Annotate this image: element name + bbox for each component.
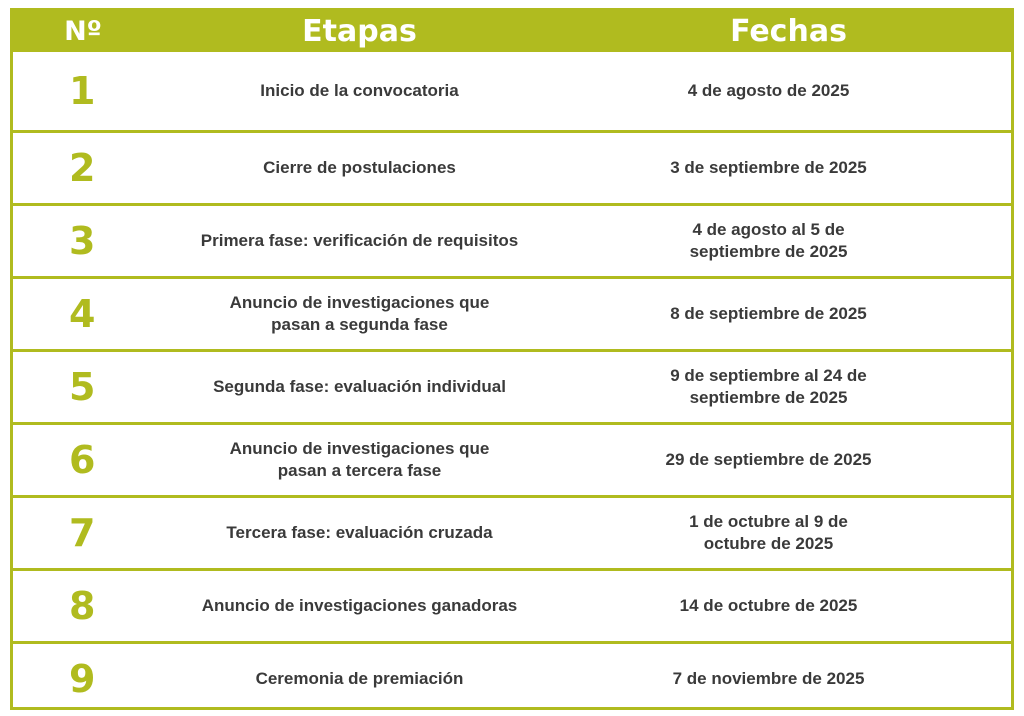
- table-row: [13, 495, 1011, 568]
- table-row: [13, 349, 1011, 422]
- row-number: 7: [69, 511, 96, 555]
- row-date: 4 de agosto al 5 de septiembre de 2025: [689, 220, 848, 261]
- table-row: [13, 52, 1011, 130]
- row-stage: Primera fase: verificación de requisitos: [200, 231, 519, 250]
- row-number: 3: [69, 219, 96, 263]
- row-number: 2: [69, 146, 96, 190]
- row-stage: Anuncio de investigaciones que pasan a segunda fase: [229, 293, 490, 334]
- header-stages: Etapas: [302, 14, 417, 49]
- row-stage: Anuncio de investigaciones que pasan a tercera fase: [229, 439, 490, 480]
- table-row: [13, 568, 1011, 641]
- row-number: 4: [69, 292, 96, 336]
- row-date: 9 de septiembre al 24 de septiembre de 2025: [670, 366, 867, 407]
- row-date: 1 de octubre al 9 de octubre de 2025: [689, 512, 848, 553]
- table-header: [13, 11, 1011, 52]
- table-body: [13, 52, 1011, 714]
- row-date: 4 de agosto de 2025: [687, 81, 850, 100]
- row-date: 8 de septiembre de 2025: [670, 304, 867, 323]
- table-row: [13, 130, 1011, 203]
- row-stage: Anuncio de investigaciones ganadoras: [201, 596, 518, 615]
- header-number: Nº: [64, 16, 102, 47]
- row-number: 6: [69, 438, 96, 482]
- row-number: 9: [69, 657, 96, 701]
- row-stage: Inicio de la convocatoria: [260, 81, 459, 100]
- row-number: 8: [69, 584, 96, 628]
- row-date: 14 de octubre de 2025: [679, 596, 858, 615]
- table-row: [13, 276, 1011, 349]
- table-row: [13, 641, 1011, 714]
- row-stage: Segunda fase: evaluación individual: [213, 377, 506, 396]
- row-date: 3 de septiembre de 2025: [670, 158, 867, 177]
- schedule-table: [10, 8, 1014, 710]
- header-dates: Fechas: [730, 14, 847, 49]
- row-stage: Tercera fase: evaluación cruzada: [226, 523, 493, 542]
- table-row: [13, 203, 1011, 276]
- row-stage: Cierre de postulaciones: [263, 158, 456, 177]
- row-date: 29 de septiembre de 2025: [665, 450, 872, 469]
- row-number: 1: [69, 69, 96, 113]
- row-stage: Ceremonia de premiación: [255, 669, 464, 688]
- row-date: 7 de noviembre de 2025: [672, 669, 865, 688]
- row-number: 5: [69, 365, 96, 409]
- table-row: [13, 422, 1011, 495]
